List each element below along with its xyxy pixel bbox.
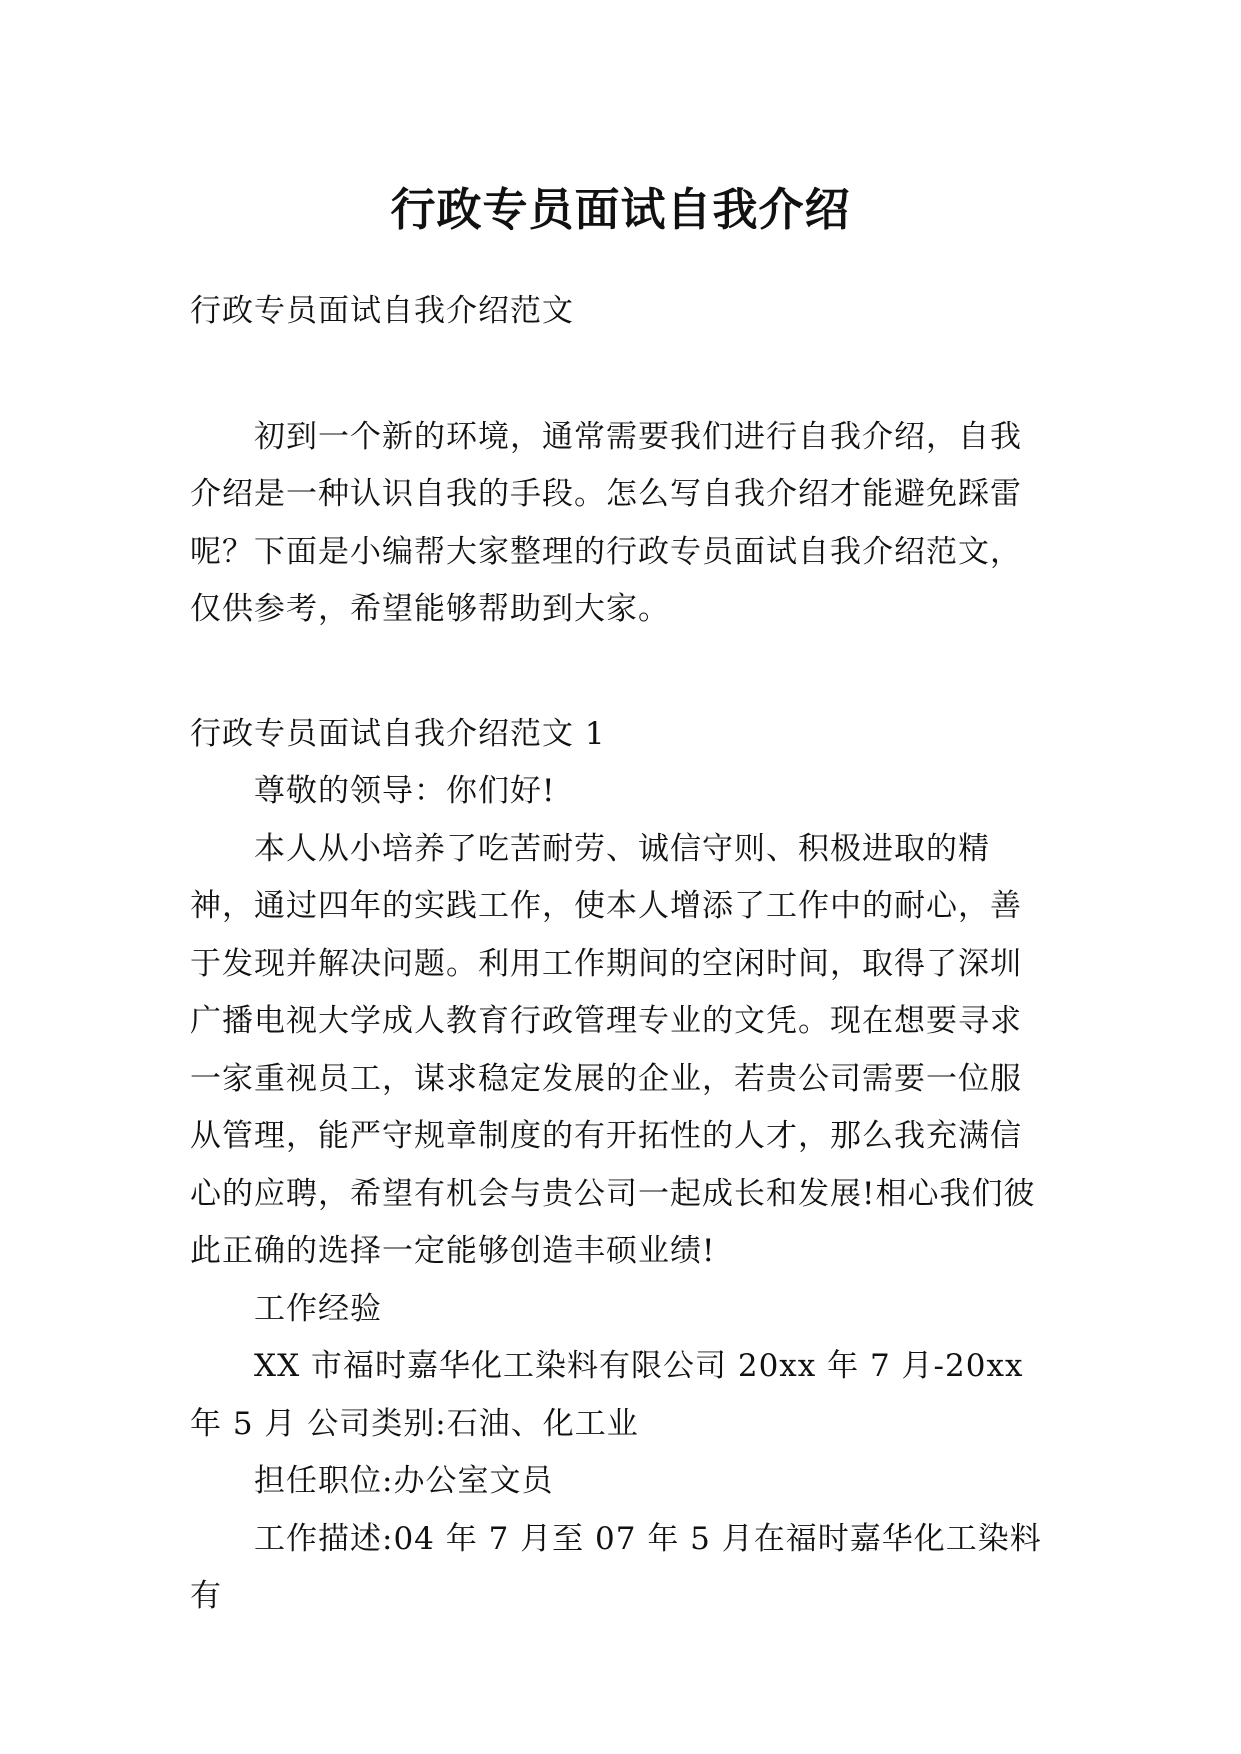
- intro-paragraph: 初到一个新的环境，通常需要我们进行自我介绍，自我介绍是一种认识自我的手段。怎么写自我介绍才能避免踩雷呢？下面是小编帮大家整理的行政专员面试自我介绍范文，仅供参考，希望能够帮助到大家。: [190, 418, 1022, 627]
- document-title: 行政专员面试自我介绍: [390, 183, 851, 237]
- description-line: 工作描述:04 年 7 月至 07 年 5 月在福时嘉华化工染料有: [190, 1520, 1042, 1614]
- greeting: 尊敬的领导：你们好!: [254, 773, 556, 809]
- subtitle: 行政专员面试自我介绍范文: [190, 293, 574, 329]
- work-experience-heading: 工作经验: [254, 1290, 382, 1327]
- body-paragraph: 本人从小培养了吃苦耐劳、诚信守则、积极进取的精神，通过四年的实践工作，使本人增添了工作中的耐心，善于发现并解决问题。利用工作期间的空闲时间，取得了深圳广播电视大学成人教育行政管理专业的文凭。现在想要寻求一家重视员工，谋求稳定发展的企业，若贵公司需要一位服从管理，能严守规章制度的有开拓性的人才，那么我充满信心的应聘，希望有机会与贵公司一起成长和发展!相心我们彼此正确的选择一定能够创造丰硕业绩!: [190, 830, 1036, 1269]
- company-line: XX 市福时嘉华化工染料有限公司 20xx 年 7 月-20xx 年 5 月 公司类别:石油、化工业: [190, 1348, 1024, 1442]
- document-body: [190, 283, 1052, 1626]
- position-line: 担任职位:办公室文员: [254, 1463, 554, 1499]
- section-heading: 行政专员面试自我介绍范文 1: [190, 715, 606, 752]
